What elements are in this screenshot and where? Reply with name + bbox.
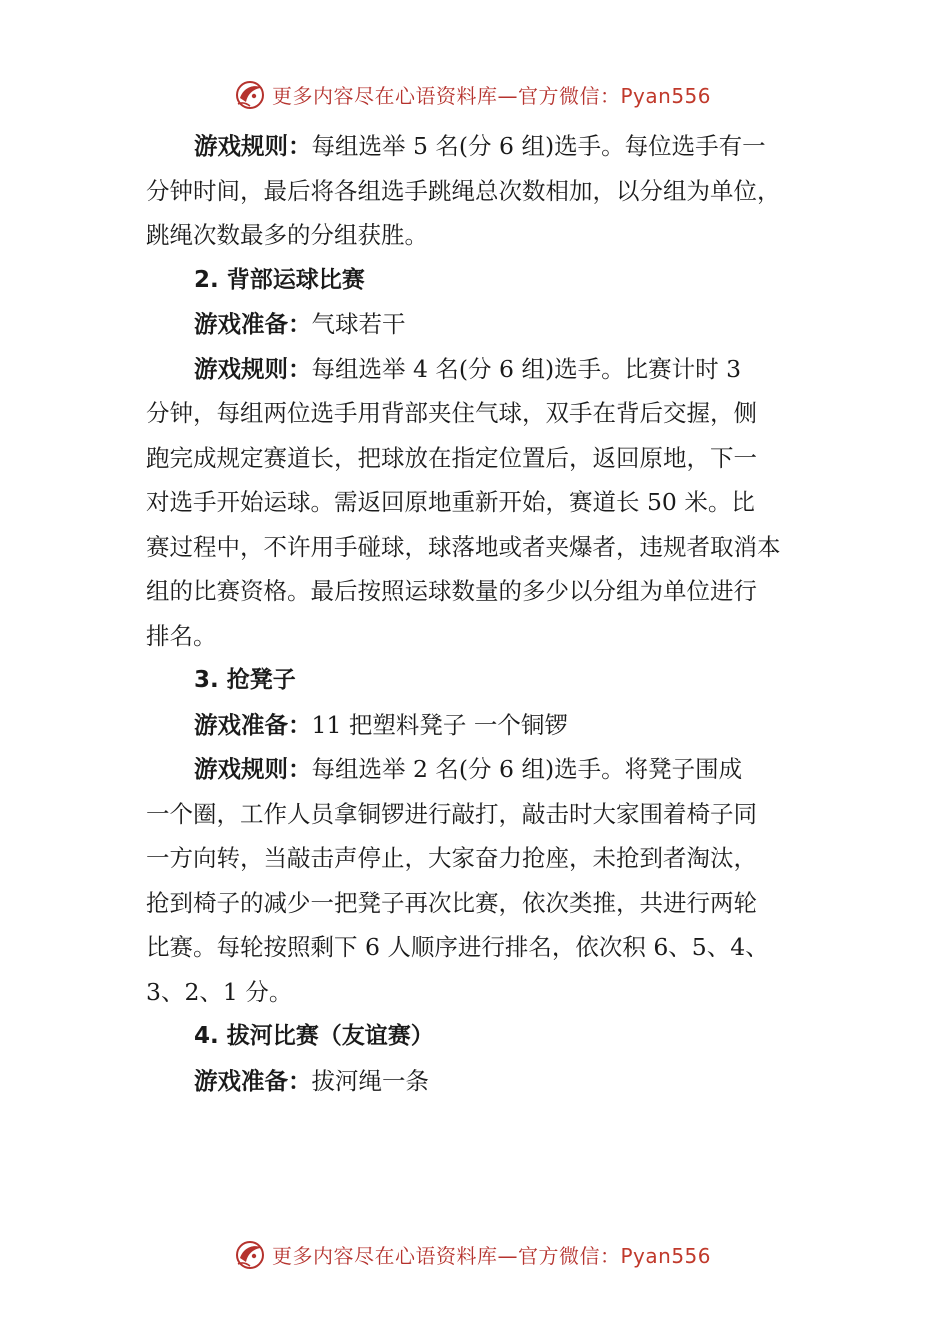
text-line: 排名。 [146,621,217,650]
prep-paragraph-2: 游戏准备：气球若干 [194,310,406,338]
brand-logo-icon [232,76,268,112]
text-line: 3、2、1 分。 [146,977,293,1006]
section-heading-2: 2. 背部运球比赛 [194,266,365,293]
prep-label: 游戏准备： [194,1066,312,1095]
rules-paragraph-3: 游戏规则：每组选举 2 名(分 6 组)选手。将凳子围成 [194,755,743,783]
rules-label: 游戏规则： [194,354,312,383]
text-line: 跑完成规定赛道长，把球放在指定位置后，返回原地，下一 [146,443,757,472]
prep-label: 游戏准备： [194,710,312,739]
text-line: 抢到椅子的减少一把凳子再次比赛，依次类推，共进行两轮 [146,888,757,917]
rules-paragraph-2: 游戏规则：每组选举 4 名(分 6 组)选手。比赛计时 3 [194,354,742,383]
text-line: 比赛。每轮按照剩下 6 人顺序进行排名，依次积 6、5、4、 [146,933,769,961]
banner-text: 更多内容尽在心语资料库—官方微信：Pyan556 [272,1243,712,1268]
document-body [146,124,826,1103]
section-heading-4: 4. 拔河比赛（友谊赛） [194,1023,434,1049]
rules-label: 游戏规则： [194,132,312,160]
footer-banner [0,1234,950,1274]
text-line: 赛过程中，不许用手碰球，球落地或者夹爆者，违规者取消本 [146,532,781,561]
prep-paragraph-3: 游戏准备：11 把塑料凳子 一个铜锣 [194,710,568,739]
section-heading-3: 3. 抢凳子 [194,667,296,693]
banner-text: 更多内容尽在心语资料库—官方微信：Pyan556 [272,83,712,108]
prep-label: 游戏准备： [194,310,312,338]
brand-logo-icon [232,1236,268,1272]
rules-paragraph-1: 游戏规则：每组选举 5 名(分 6 组)选手。每位选手有一 [194,132,766,160]
text-line: 一个圈，工作人员拿铜锣进行敲打，敲击时大家围着椅子同 [146,799,757,828]
text-line: 跳绳次数最多的分组获胜。 [146,221,428,249]
text-line: 分钟时间，最后将各组选手跳绳总次数相加，以分组为单位， [146,176,781,205]
text-line: 分钟，每组两位选手用背部夹住气球，双手在背后交握，侧 [146,399,757,427]
text-line: 对选手开始运球。需返回原地重新开始，赛道长 50 米。比 [146,488,755,516]
header-banner [0,74,950,114]
wechat-id: Pyan556 [620,1243,712,1268]
rules-label: 游戏规则： [194,755,312,783]
text-line: 组的比赛资格。最后按照运球数量的多少以分组为单位进行 [146,577,757,605]
text-line: 一方向转，当敲击声停止，大家奋力抢座，未抢到者淘汰， [146,844,757,872]
prep-paragraph-4: 游戏准备：拔河绳一条 [194,1066,429,1095]
wechat-id: Pyan556 [620,83,712,108]
